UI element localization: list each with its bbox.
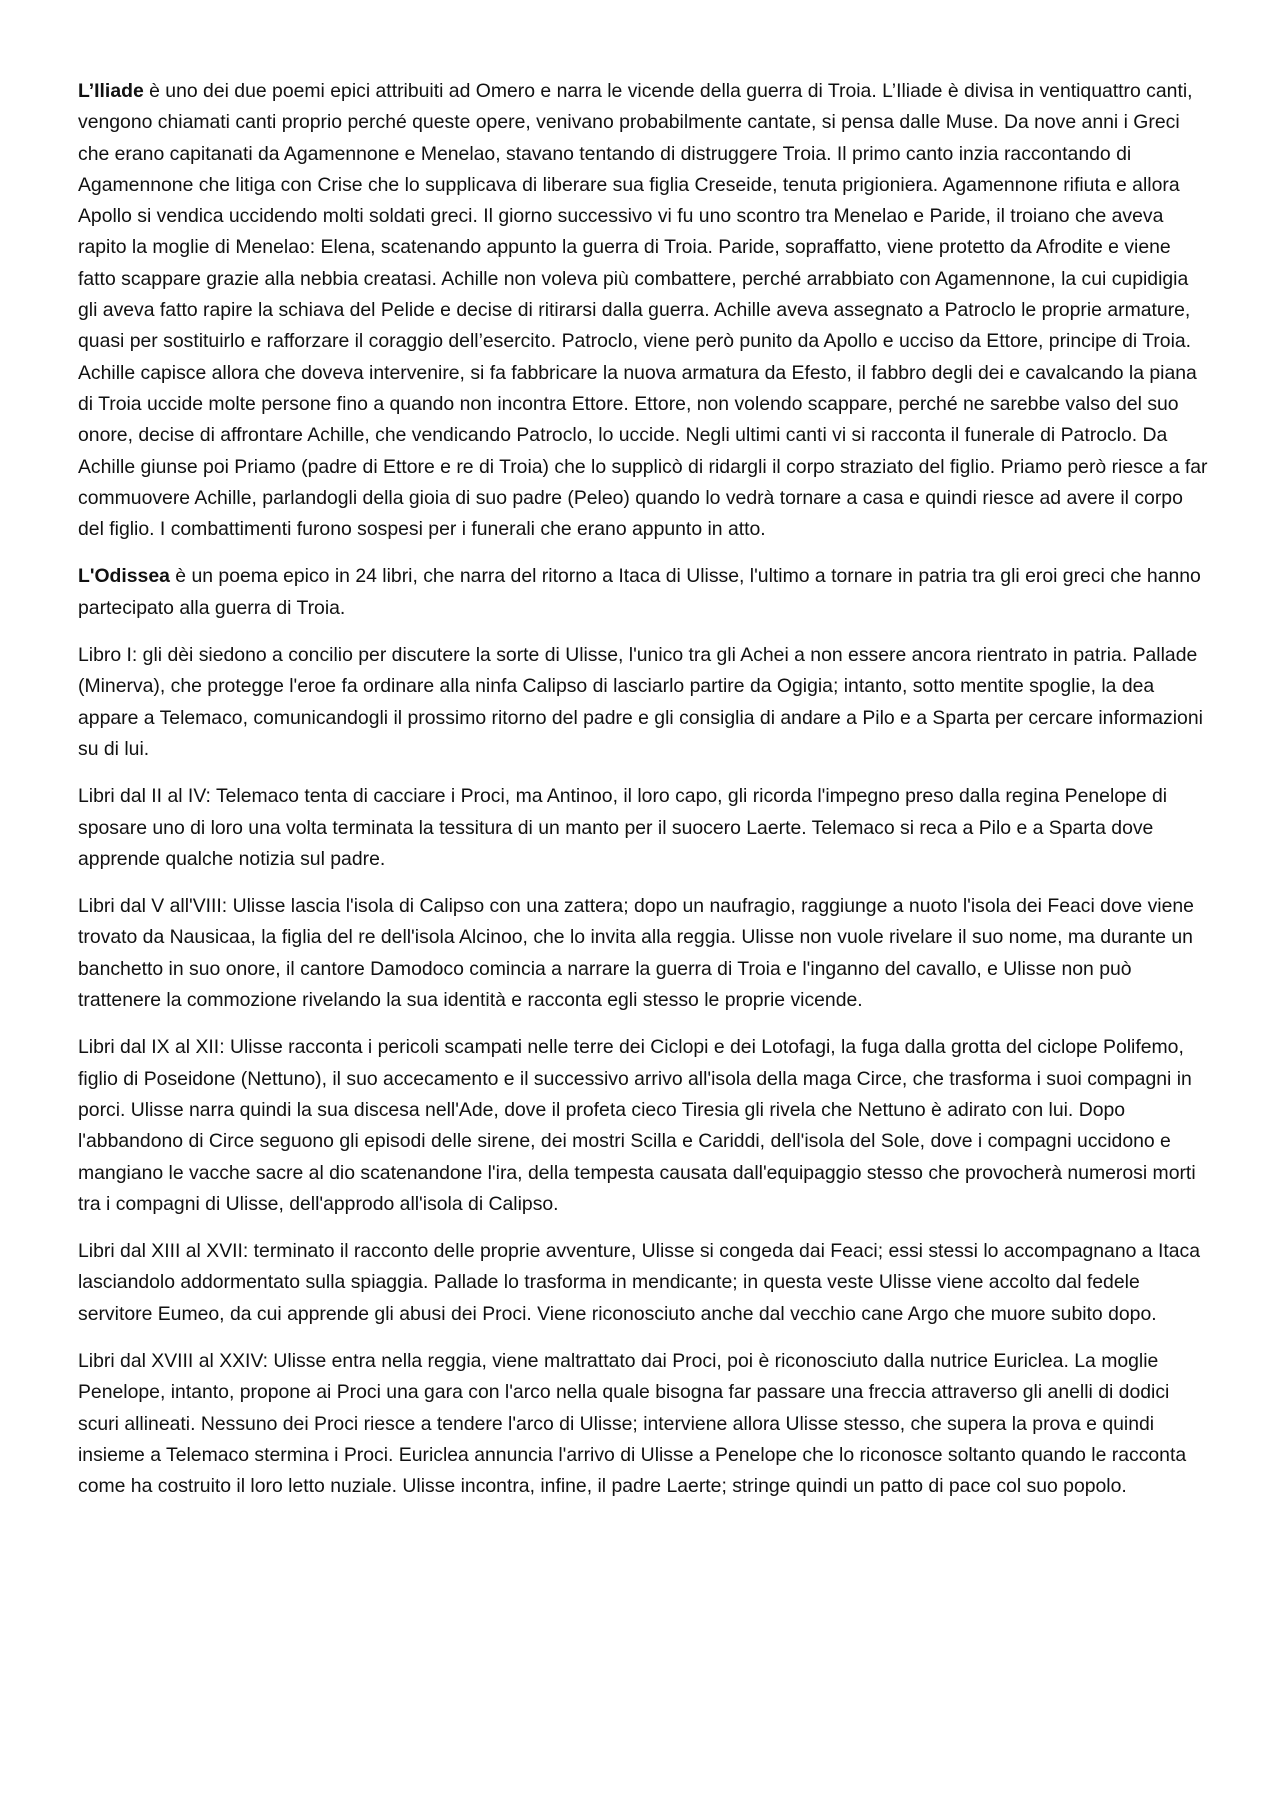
libri-9-12-paragraph: Libri dal IX al XII: Ulisse racconta i pericoli scampati nelle terre dei Ciclopi e dei Lotofagi, la fuga dalla grotta del ciclope Polifemo, figlio di Poseidone (Nettuno), il suo accecamento e il successivo arrivo all'isola della maga Circe, che trasforma i suoi compagni in porci. Ulisse narra quindi la sua discesa nell'Ade, dove il profeta cieco Tiresia gli rivela che Nettuno è adirato con lui. Dopo l'abbandono di Circe seguono gli episodi delle sirene, dei mostri Scilla e Cariddi, dell'isola del Sole, dove i compagni uccidono e mangiano le vacche sacre al dio scatenandone l'ira, della tempesta causata dall'equipaggio stesso che provocherà numerosi morti tra i compagni di Ulisse, dell'approdo all'isola di Calipso.	[78, 1036, 1196, 1215]
odissea-paragraph	[78, 561, 1208, 624]
libri-2-4-paragraph: Libri dal II al IV: Telemaco tenta di cacciare i Proci, ma Antinoo, il loro capo, gli ricorda l'impegno preso dalla regina Penelope di sposare uno di loro una volta terminata la tessitura di un manto per il suocero Laerte. Telemaco si reca a Pilo e a Sparta dove apprende qualche notizia sul padre.	[78, 785, 1168, 870]
odissea-title: L'Odissea	[78, 565, 170, 588]
iliade-paragraph	[78, 76, 1208, 545]
document-page	[78, 76, 1208, 1518]
odissea-text: è un poema epico in 24 libri, che narra del ritorno a Itaca di Ulisse, l'ultimo a tornare in patria tra gli eroi greci che hanno partecipato alla guerra di Troia.	[78, 565, 1201, 619]
libri-13-17-paragraph: Libri dal XIII al XVII: terminato il racconto delle proprie avventure, Ulisse si congeda dai Feaci; essi stessi lo accompagnano a Itaca lasciandolo addormentato sulla spiaggia. Pallade lo trasforma in mendicante; in questa veste Ulisse viene accolto dal fedele servitore Eumeo, da cui apprende gli abusi dei Proci. Viene riconosciuto anche dal vecchio cane Argo che muore subito dopo.	[78, 1240, 1200, 1325]
iliade-title: L’Iliade	[78, 80, 144, 102]
libro-1-paragraph: Libro I: gli dèi siedono a concilio per discutere la sorte di Ulisse, l'unico tra gli Achei a non essere ancora rientrato in patria. Pallade (Minerva), che protegge l'eroe fa ordinare alla ninfa Calipso di lasciarlo partire da Ogigia; intanto, sotto mentite spoglie, la dea appare a Telemaco, comunicandogli il prossimo ritorno del padre e gli consiglia di andare a Pilo e a Sparta per cercare informazioni su di lui.	[78, 644, 1203, 760]
libri-5-8-paragraph: Libri dal V all'VIII: Ulisse lascia l'isola di Calipso con una zattera; dopo un naufragio, raggiunge a nuoto l'isola dei Feaci dove viene trovato da Nausicaa, la figlia del re dell'isola Alcinoo, che lo invita alla reggia. Ulisse non vuole rivelare il suo nome, ma durante un banchetto in suo onore, il cantore Damodoco comincia a narrare la guerra di Troia e l'inganno del cavallo, e Ulisse non può trattenere la commozione rivelando la sua identità e racconta egli stesso le proprie vicende.	[78, 895, 1194, 1012]
libri-18-24-paragraph: Libri dal XVIII al XXIV: Ulisse entra nella reggia, viene maltrattato dai Proci, poi è riconosciuto dalla nutrice Euriclea. La moglie Penelope, intanto, propone ai Proci una gara con l'arco nella quale bisogna far passare una freccia attraverso gli anelli di dodici scuri allineati. Nessuno dei Proci riesce a tendere l'arco di Ulisse; interviene allora Ulisse stesso, che supera la prova e quindi insieme a Telemaco stermina i Proci. Euriclea annuncia l'arrivo di Ulisse a Penelope che lo riconosce soltanto quando le racconta come ha costruito il loro letto nuziale. Ulisse incontra, infine, il padre Laerte; stringe quindi un patto di pace col suo popolo.	[78, 1349, 1187, 1498]
iliade-text: è uno dei due poemi epici attribuiti ad Omero e narra le vicende della guerra di Troia. L’Iliade è divisa in ventiquattro canti, vengono chiamati canti proprio perché queste opere, venivano probabilmente cantate, si pensa dalle Muse. Da nove anni i Greci che erano capitanati da Agamennone e Menelao, stavano tentando di distruggere Troia. Il primo canto inzia raccontando di Agamennone che litiga con Crise che lo supplicava di liberare sua figlia Creseide, tenuta prigioniera. Agamennone rifiuta e allora Apollo si vendica uccidendo molti soldati greci. Il giorno successivo vi fu uno scontro tra Menelao e Paride, il troiano che aveva rapito la moglie di Menelao: Elena, scatenando appunto la guerra di Troia. Paride, sopraffatto, viene protetto da Afrodite e viene fatto scappare grazie alla nebbia creatasi. Achille non voleva più combattere, perché arrabbiato con Agamennone, la cui cupidigia gli aveva fatto rapire la schiava del Pelide e decise di ritirarsi dalla guerra. Achille aveva assegnato a Patroclo le proprie armature, quasi per sostituirlo e rafforzare il coraggio dell’esercito. Patroclo, viene però punito da Apollo e ucciso da Ettore, principe di Troia. Achille capisce allora che doveva intervenire, si fa fabbricare la nuova armatura da Efesto, il fabbro degli dei e cavalcando la piana di Troia uccide molte persone fino a quando non incontra Ettore. Ettore, non volendo scappare, perché ne sarebbe valso del suo onore, decise di affrontare Achille, che vendicando Patroclo, lo uccide. Negli ultimi canti vi si racconta il funerale di Patroclo. Da Achille giunse poi Priamo (padre di Ettore e re di Troia) che lo supplicò di ridargli il corpo straziato del figlio. Priamo però riesce a far commuovere Achille, parlandogli della gioia di suo padre (Peleo) quando lo vedrà tornare a casa e quindi riesce ad avere il corpo del figlio. I combattimenti furono sospesi per i funerali che erano appunto in atto.	[78, 80, 1208, 541]
